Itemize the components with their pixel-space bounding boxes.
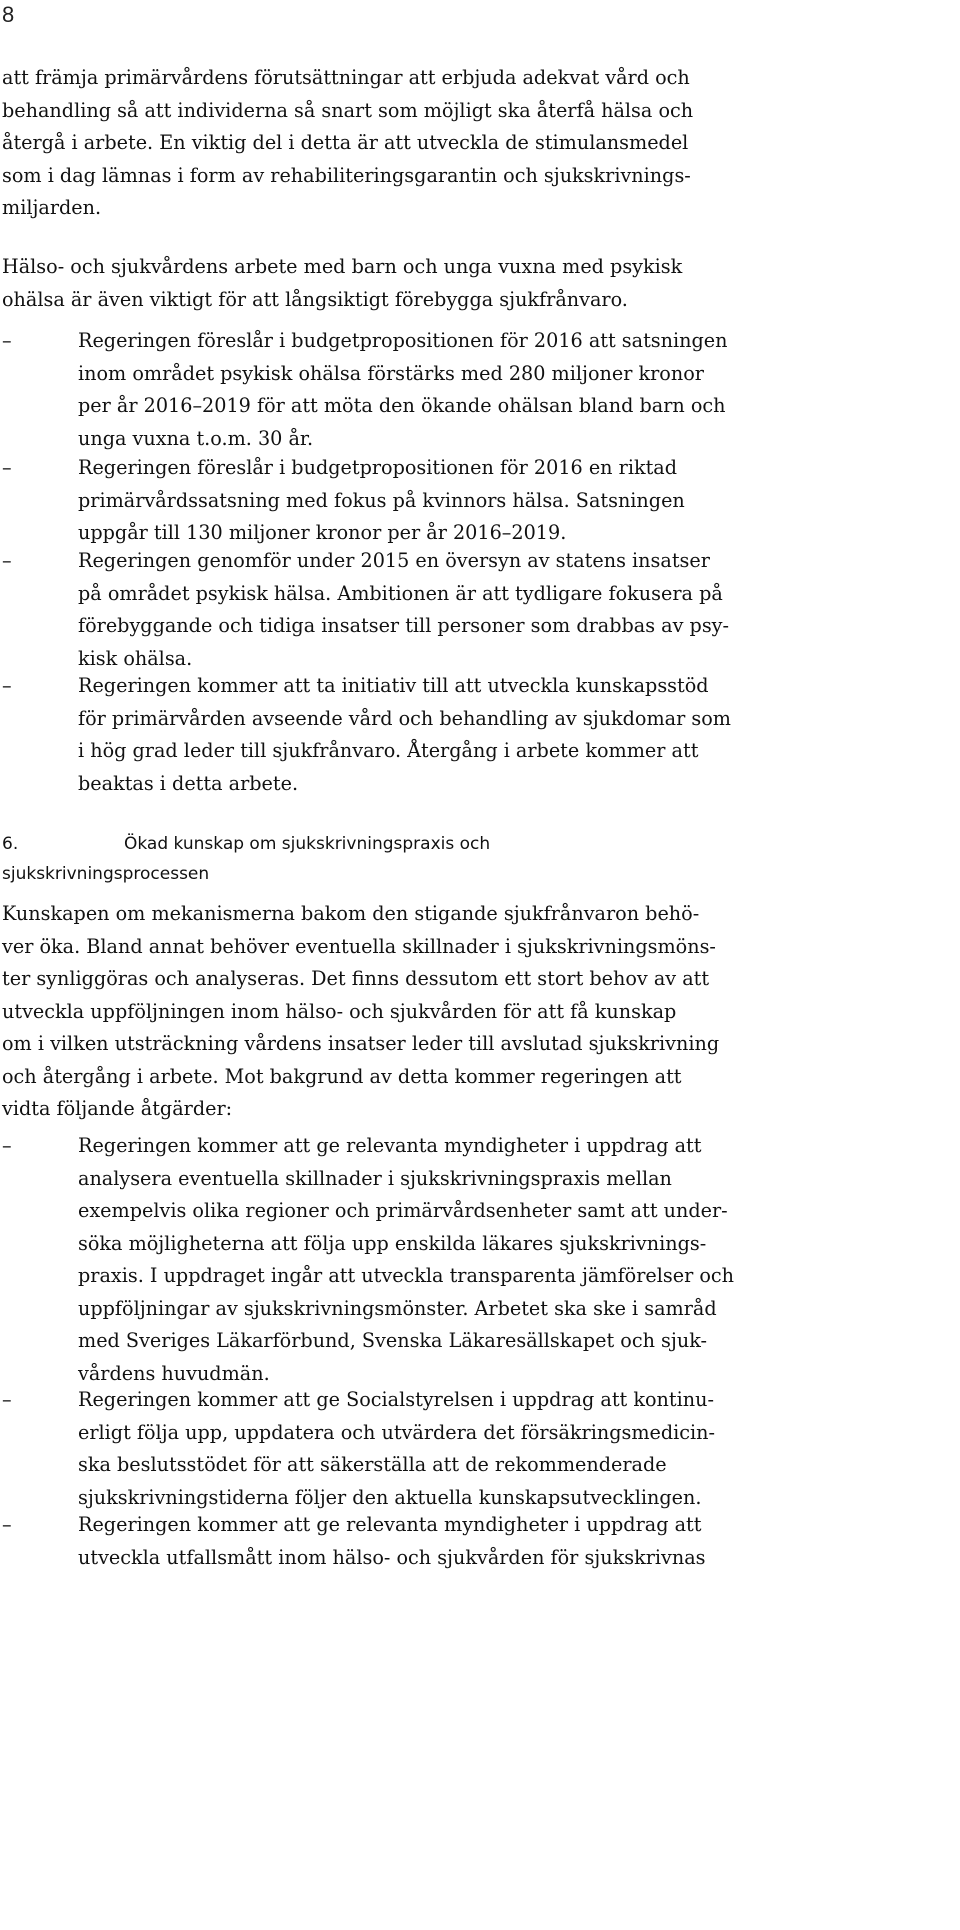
list-item bbox=[2, 670, 792, 800]
text-line: Regeringen genomför under 2015 en översyn av statens insatser bbox=[78, 549, 710, 572]
text-line: beaktas i detta arbete. bbox=[78, 771, 299, 795]
text-line: ohälsa är även viktigt för att långsiktigt förebygga sjukfrånvaro. bbox=[2, 287, 628, 311]
text-line: analysera eventuella skillnader i sjukskrivningspraxis mellan bbox=[78, 1166, 672, 1190]
list-item bbox=[2, 1509, 792, 1575]
text-line: Regeringen kommer att ge relevanta myndigheter i uppdrag att bbox=[78, 1513, 702, 1536]
dash-bullet: – bbox=[2, 549, 12, 572]
text-line: förebyggande och tidiga insatser till personer som drabbas av psy- bbox=[78, 614, 729, 637]
text-line: på området psykisk hälsa. Ambitionen är att tydligare fokusera på bbox=[78, 581, 723, 605]
list-item bbox=[2, 1130, 792, 1392]
text-line: uppföljningar av sjukskrivningsmönster. Arbetet ska ske i samråd bbox=[78, 1296, 717, 1320]
text-line: erligt följa upp, uppdatera och utvärdera det försäkringsmedicin- bbox=[78, 1420, 716, 1444]
text-line: praxis. I uppdraget ingår att utveckla transparenta jämförelser och bbox=[78, 1264, 735, 1287]
text-line: Hälso- och sjukvårdens arbete med barn och unga vuxna med psykisk bbox=[2, 255, 683, 278]
text-line: för primärvården avseende vård och behandling av sjukdomar som bbox=[78, 706, 731, 730]
dash-bullet: – bbox=[2, 329, 12, 352]
text-line: Regeringen föreslår i budgetpropositionen för 2016 att satsningen bbox=[78, 329, 728, 352]
text-line: sjukskrivningstiderna följer den aktuella kunskapsutvecklingen. bbox=[78, 1485, 702, 1509]
section-title: Ökad kunskap om sjukskrivningspraxis och bbox=[124, 834, 491, 854]
text-line: med Sveriges Läkarförbund, Svenska Läkaresällskapet och sjuk- bbox=[78, 1329, 707, 1352]
dash-bullet: – bbox=[2, 1513, 12, 1536]
text-line: Kunskapen om mekanismerna bakom den stigande sjukfrånvaron behö- bbox=[2, 902, 700, 925]
intro-paragraph bbox=[2, 62, 784, 225]
text-line: att främja primärvårdens förutsättningar att erbjuda adekvat vård och bbox=[2, 66, 690, 89]
text-line: och återgång i arbete. Mot bakgrund av detta kommer regeringen att bbox=[2, 1064, 682, 1088]
text-line: utveckla uppföljningen inom hälso- och sjukvården för att få kunskap bbox=[2, 999, 677, 1023]
text-line: behandling så att individerna så snart som möjligt ska återfå hälsa och bbox=[2, 98, 694, 122]
text-line: miljarden. bbox=[2, 196, 102, 219]
text-line: återgå i arbete. En viktig del i detta är att utveckla de stimulansmedel bbox=[2, 131, 689, 154]
text-line: ter synliggöras och analyseras. Det finns dessutom ett stort behov av att bbox=[2, 967, 710, 990]
section-title-continuation: sjukskrivningsprocessen bbox=[2, 864, 210, 884]
list-item bbox=[2, 1384, 792, 1514]
text-line: inom området psykisk ohälsa förstärks med 280 miljoner kronor bbox=[78, 361, 704, 385]
text-line: ska beslutsstödet för att säkerställa att de rekommenderade bbox=[78, 1453, 667, 1476]
text-line: primärvårdssatsning med fokus på kvinnors hälsa. Satsningen bbox=[78, 488, 685, 512]
dash-bullet: – bbox=[2, 1388, 12, 1411]
text-line: Regeringen kommer att ge Socialstyrelsen i uppdrag att kontinu- bbox=[78, 1388, 714, 1411]
list-item bbox=[2, 452, 792, 550]
mental-health-paragraph bbox=[2, 251, 784, 316]
text-line: kisk ohälsa. bbox=[78, 646, 193, 670]
page-number: 8 bbox=[2, 2, 15, 27]
text-line: om i vilken utsträckning vårdens insatser leder till avslutad sjukskrivning bbox=[2, 1032, 720, 1055]
section-heading bbox=[2, 829, 490, 889]
section-number: 6. bbox=[2, 834, 19, 854]
text-line: söka möjligheterna att följa upp enskilda läkares sjukskrivnings- bbox=[78, 1231, 707, 1255]
dash-bullet: – bbox=[2, 674, 12, 697]
text-line: ver öka. Bland annat behöver eventuella skillnader i sjukskrivningsmöns- bbox=[2, 934, 716, 958]
text-line: utveckla utfallsmått inom hälso- och sjukvården för sjukskrivnas bbox=[78, 1545, 706, 1569]
text-line: exempelvis olika regioner och primärvårdsenheter samt att under- bbox=[78, 1199, 728, 1222]
text-line: som i dag lämnas i form av rehabiliteringsgarantin och sjukskrivnings- bbox=[2, 163, 691, 187]
text-line: Regeringen kommer att ge relevanta myndigheter i uppdrag att bbox=[78, 1134, 702, 1157]
text-line: uppgår till 130 miljoner kronor per år 2016–2019. bbox=[78, 521, 567, 544]
text-line: per år 2016–2019 för att möta den ökande ohälsan bland barn och bbox=[78, 394, 726, 417]
text-line: i hög grad leder till sjukfrånvaro. Återgång i arbete kommer att bbox=[78, 739, 699, 762]
section-paragraph bbox=[2, 898, 784, 1126]
text-line: unga vuxna t.o.m. 30 år. bbox=[78, 426, 314, 450]
text-line: vårdens huvudmän. bbox=[78, 1361, 270, 1385]
text-line: Regeringen kommer att ta initiativ till att utveckla kunskapsstöd bbox=[78, 674, 709, 697]
list-item bbox=[2, 325, 792, 455]
dash-bullet: – bbox=[2, 456, 12, 479]
dash-bullet: – bbox=[2, 1134, 12, 1157]
text-line: Regeringen föreslår i budgetpropositionen för 2016 en riktad bbox=[78, 456, 678, 479]
list-item bbox=[2, 545, 792, 675]
text-line: vidta följande åtgärder: bbox=[2, 1097, 233, 1120]
